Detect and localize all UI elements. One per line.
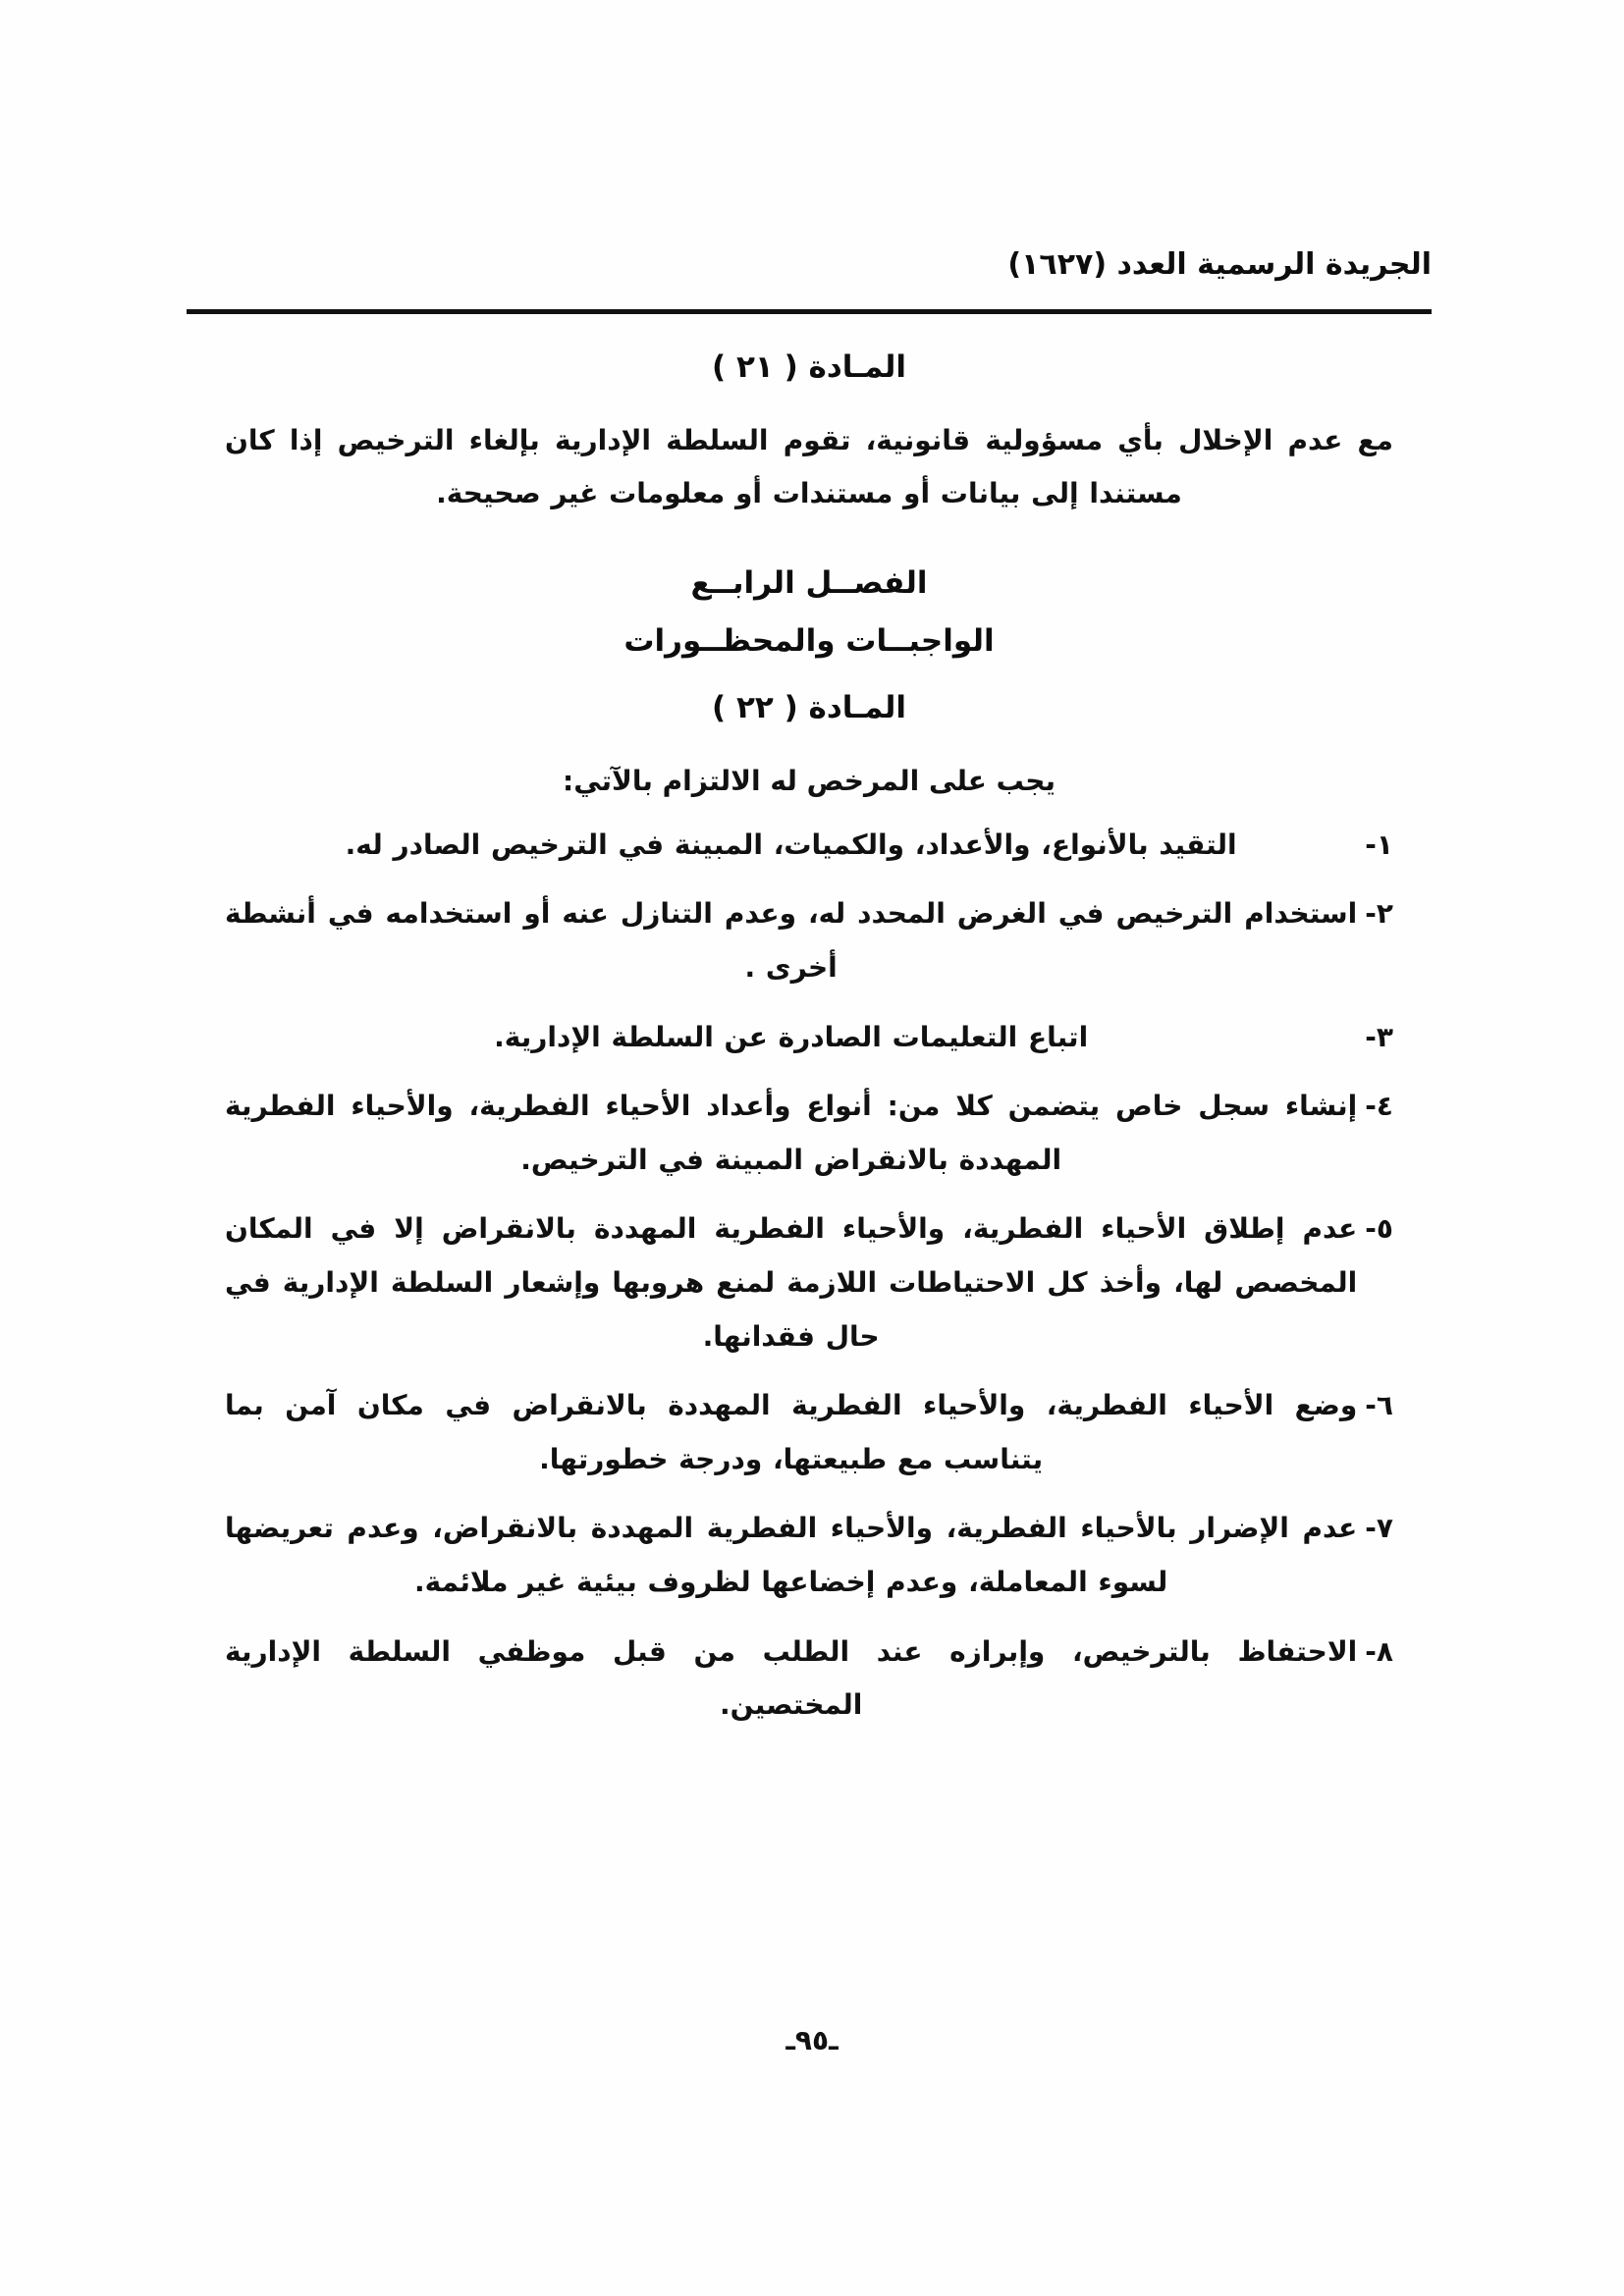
clause-number: ٣- (1365, 1020, 1393, 1053)
clause-number: ١- (1365, 828, 1393, 861)
clause-item (225, 887, 1393, 994)
page-number: ـ٩٥ـ (785, 2024, 839, 2056)
clause-number: ٥- (1365, 1212, 1393, 1246)
clause-text: استخدام الترخيص في الغرض المحدد له، وعدم التنازل عنه أو استخدامه في أنشطة أخرى . (225, 897, 1358, 985)
clause-item (225, 819, 1393, 873)
article-22-title: المـادة ( ٢٢ ) (711, 689, 907, 725)
article-22-intro: يجب على المرخص له الالتزام بالآتي: (563, 764, 1056, 797)
clause-number: ٧- (1365, 1512, 1393, 1545)
article-22-clause-list (225, 819, 1393, 1733)
clause-number: ٦- (1365, 1389, 1393, 1422)
clause-item (225, 1379, 1393, 1486)
document-content (225, 330, 1393, 1748)
clause-item (225, 1502, 1393, 1609)
clause-item (225, 1011, 1393, 1065)
page-header (192, 247, 1432, 283)
clause-item (225, 1202, 1393, 1363)
clause-text: إنشاء سجل خاص يتضمن كلا من: أنواع وأعداد الأحياء الفطرية، والأحياء الفطرية المهددة بالانقراض المبينة في الترخيص. (225, 1090, 1358, 1176)
clause-text: التقيد بالأنواع، والأعداد، والكميات، المبينة في الترخيص الصادر له. (345, 828, 1237, 861)
chapter-number: الفصــل الرابــع (690, 565, 928, 602)
clause-number: ٢- (1365, 897, 1393, 931)
article-21-title: المـادة ( ٢١ ) (711, 349, 907, 385)
clause-item (225, 1080, 1393, 1187)
clause-text: عدم إطلاق الأحياء الفطرية، والأحياء الفطرية المهددة بالانقراض إلا في المكان المخصص لها، وأخذ كل الاحتياطات اللازمة لمنع هروبها وإشعار السلطة الإدارية في حال فقدانها. (225, 1212, 1358, 1353)
clause-text: عدم الإضرار بالأحياء الفطرية، والأحياء الفطرية المهددة بالانقراض، وعدم تعريضها لسوء المعاملة، وعدم إخضاعها لظروف بيئية غير ملائمة. (225, 1512, 1358, 1598)
clause-item (225, 1626, 1393, 1733)
clause-text: وضع الأحياء الفطرية، والأحياء الفطرية المهددة بالانقراض في مكان آمن بما يتناسب مع طبيعتها، ودرجة خطورتها. (225, 1389, 1358, 1475)
clause-text: اتباع التعليمات الصادرة عن السلطة الإدارية. (494, 1020, 1089, 1053)
clause-number: ٤- (1365, 1090, 1393, 1123)
article-21-body: مع عدم الإخلال بأي مسؤولية قانونية، تقوم السلطة الإدارية بإلغاء الترخيص إذا كان مستندا إلى بيانات أو مستندات أو معلومات غير صحيحة. (225, 423, 1393, 510)
clause-number: ٨- (1365, 1634, 1393, 1668)
clause-text: الاحتفاظ بالترخيص، وإبرازه عند الطلب من قبل موظفي السلطة الإدارية المختصين. (225, 1634, 1358, 1722)
chapter-heading (225, 555, 1393, 670)
gazette-title: الجريدة الرسمية العدد (١٦٢٧) (1007, 247, 1432, 282)
chapter-title: الواجبــات والمحظــورات (623, 622, 995, 659)
header-divider (187, 309, 1432, 314)
